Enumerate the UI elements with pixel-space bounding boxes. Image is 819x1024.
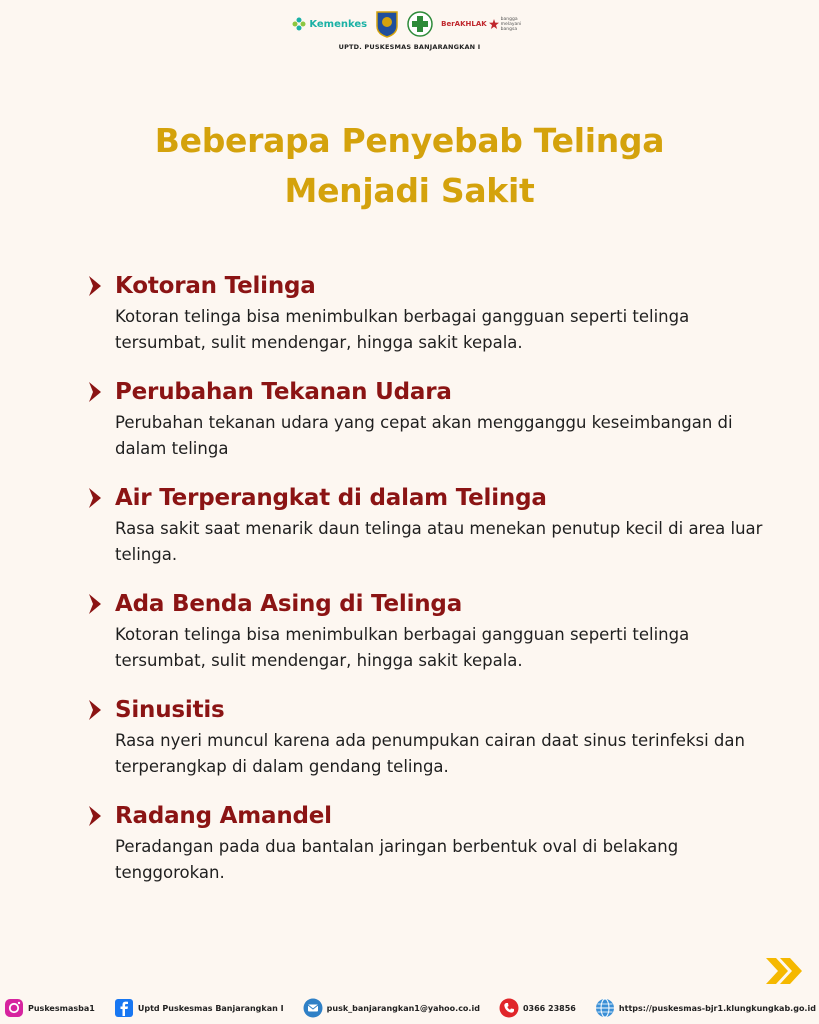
list-item: [86, 268, 776, 374]
cause-list: [86, 268, 776, 904]
kemenkes-icon: [292, 17, 306, 31]
list-item: [86, 692, 776, 798]
chevron-right-icon: [86, 275, 104, 297]
next-arrow-icon[interactable]: [764, 956, 806, 986]
facebook-page: Uptd Puskesmas Banjarangkan I: [137, 1003, 284, 1013]
phone-number: 0366 23856: [522, 1003, 576, 1013]
instagram-icon: [4, 998, 24, 1018]
chevron-right-icon: [86, 487, 104, 509]
item-title: Ada Benda Asing di Telinga: [115, 591, 463, 617]
chevron-right-icon: [86, 805, 104, 827]
item-title: Perubahan Tekanan Udara: [115, 379, 452, 405]
contact-footer: [4, 995, 816, 1021]
item-title: Kotoran Telinga: [115, 273, 316, 299]
chevron-right-icon: [86, 381, 104, 403]
chevron-right-icon: [86, 699, 104, 721]
item-description: Peradangan pada dua bantalan jaringan berbentuk oval di belakang tenggorokan.: [115, 837, 679, 882]
facebook-link[interactable]: [114, 998, 284, 1018]
item-title: Sinusitis: [115, 697, 225, 723]
list-item: [86, 586, 776, 692]
email-address: pusk_banjarangkan1@yahoo.co.id: [326, 1003, 480, 1013]
item-description: Kotoran telinga bisa menimbulkan berbagai gangguan seperti telinga tersumbat, sulit mendengar, hingga sakit kepala.: [115, 307, 690, 352]
item-description: Kotoran telinga bisa menimbulkan berbagai gangguan seperti telinga tersumbat, sulit mendengar, hingga sakit kepala.: [115, 625, 690, 670]
phone-icon: [499, 998, 519, 1018]
facebook-icon: [114, 998, 134, 1018]
item-title: Radang Amandel: [115, 803, 332, 829]
unit-name: UPTD. PUSKESMAS BANJARANGKAN I: [338, 43, 481, 51]
kemenkes-label: Kemenkes: [309, 18, 368, 30]
email-link[interactable]: [303, 998, 480, 1018]
globe-icon: [595, 998, 615, 1018]
instagram-link[interactable]: [4, 998, 95, 1018]
kemenkes-logo: [292, 17, 367, 31]
phone-link[interactable]: [499, 998, 576, 1018]
star-icon: [489, 19, 499, 29]
berakhlak-tagline: bangga melayani bangsa: [500, 16, 522, 32]
list-item: [86, 374, 776, 480]
list-item: [86, 798, 776, 904]
item-description: Perubahan tekanan udara yang cepat akan mengganggu keseimbangan di dalam telinga: [115, 413, 733, 458]
berakhlak-logo: [441, 17, 527, 32]
item-title: Air Terperangkat di dalam Telinga: [115, 485, 547, 511]
puskesmas-cross-icon: [407, 11, 433, 37]
item-description: Rasa nyeri muncul karena ada penumpukan cairan daat sinus terinfeksi dan terperangkap di dalam gendang telinga.: [115, 731, 745, 776]
klungkung-seal-icon: [375, 10, 399, 38]
list-item: [86, 480, 776, 586]
instagram-handle: Puskesmasba1: [28, 1003, 95, 1013]
email-icon: [303, 998, 323, 1018]
title-line-2: Menjadi Sakit: [284, 171, 535, 210]
header-logos: [0, 10, 819, 38]
website-url: https://puskesmas-bjr1.klungkungkab.go.id: [618, 1003, 816, 1013]
item-description: Rasa sakit saat menarik daun telinga atau menekan penutup kecil di area luar telinga.: [115, 519, 763, 564]
page-title: [0, 116, 819, 216]
berakhlak-label: BerAKHLAK: [441, 20, 487, 28]
chevron-right-icon: [86, 593, 104, 615]
website-link[interactable]: [595, 998, 816, 1018]
title-line-1: Beberapa Penyebab Telinga: [154, 121, 665, 160]
